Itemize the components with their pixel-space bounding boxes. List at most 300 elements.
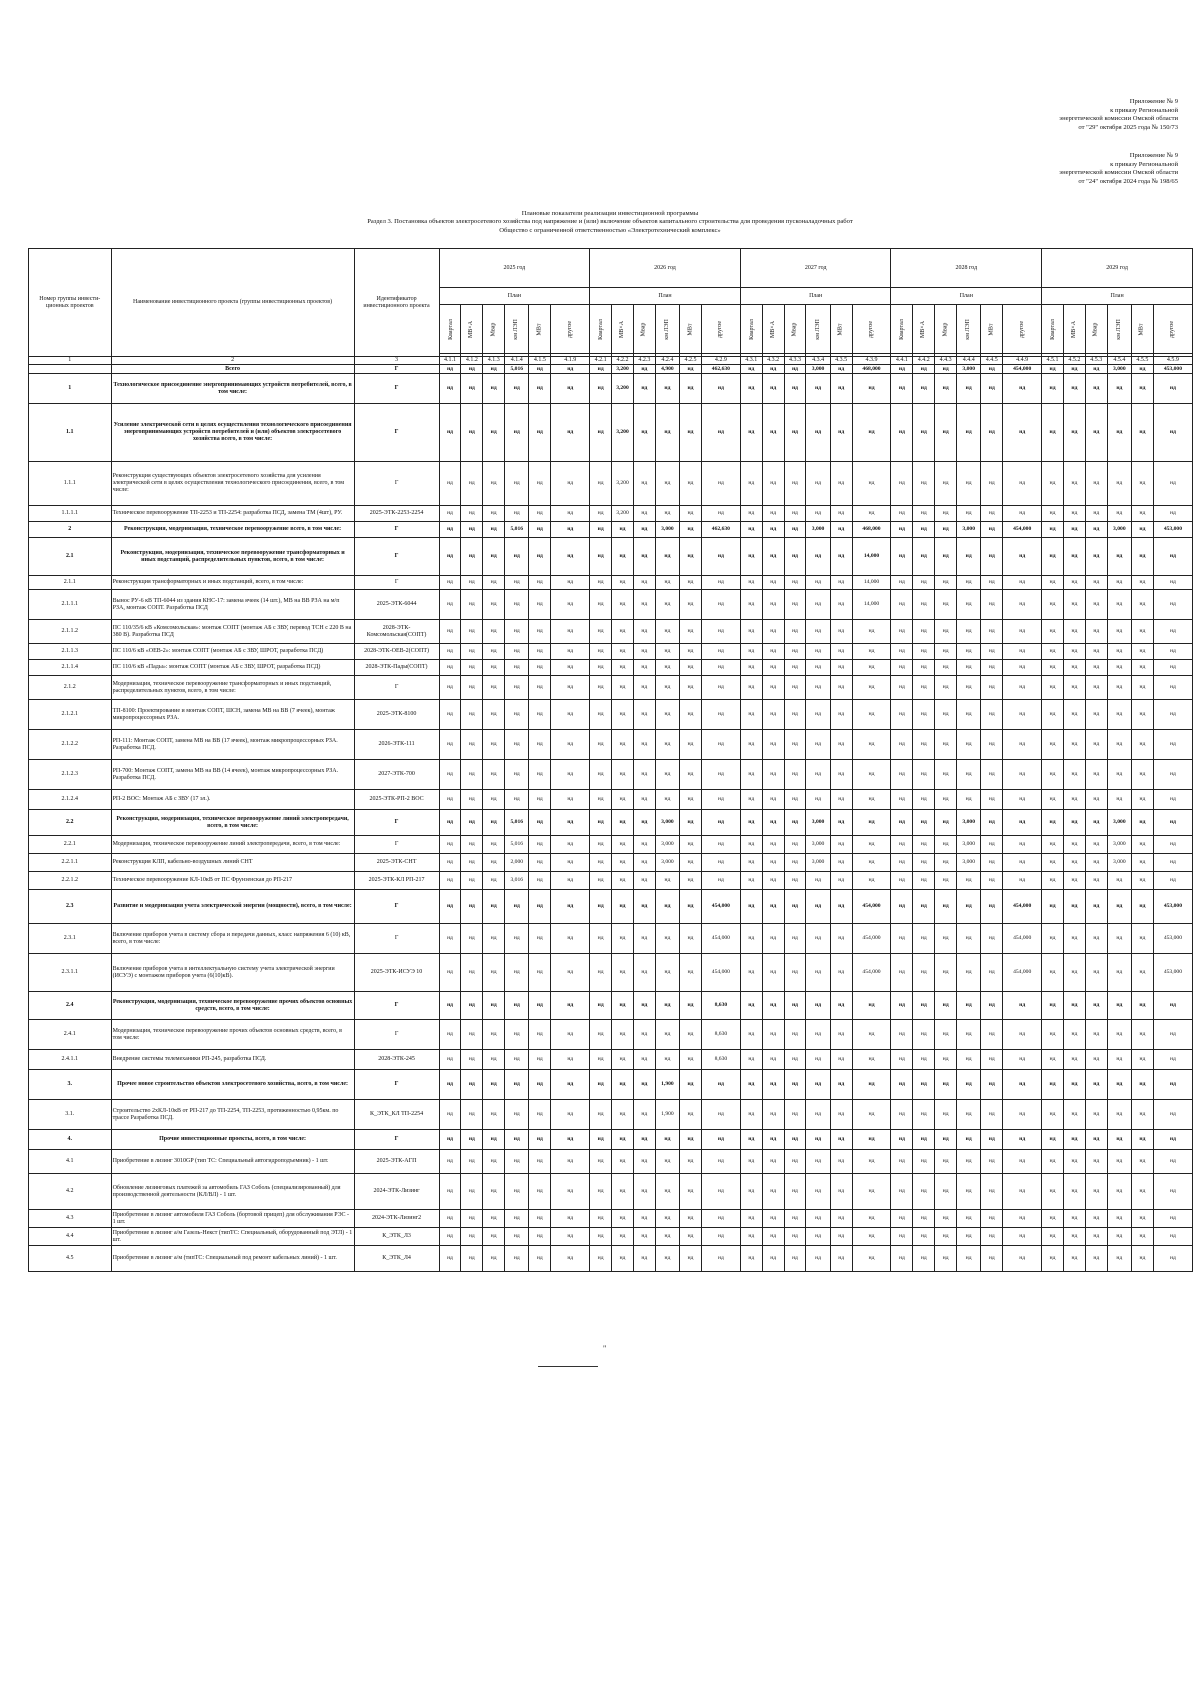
row-value: нд <box>740 620 762 644</box>
row-value: нд <box>680 1174 702 1210</box>
row-value: нд <box>529 620 551 644</box>
row-value: нд <box>680 1130 702 1150</box>
row-project-id: 2025-ЭТК-СНТ <box>354 854 439 872</box>
row-value: нд <box>439 462 461 506</box>
row-value: нд <box>483 1020 505 1050</box>
investment-plan-table-wrap <box>28 248 1193 1272</box>
row-value: нд <box>762 365 784 374</box>
header-unit <box>762 305 784 354</box>
row-value: нд <box>891 992 913 1020</box>
row-project-id: 2028-ЭТК-Комсомольская(СОПТ) <box>354 620 439 644</box>
row-value: нд <box>1131 590 1153 620</box>
row-value: нд <box>1042 506 1064 522</box>
header-unit <box>461 305 483 354</box>
row-value: нд <box>655 1246 679 1272</box>
table-row <box>29 1050 1193 1070</box>
row-value: нд <box>461 506 483 522</box>
row-value: нд <box>957 538 981 576</box>
row-project-id: К_ЭТК_КЛ ТП-2254 <box>354 1100 439 1130</box>
row-value: нд <box>981 854 1003 872</box>
row-value: нд <box>830 1070 852 1100</box>
row-value: нд <box>1107 992 1131 1020</box>
row-value: нд <box>740 676 762 700</box>
row-value: нд <box>1042 404 1064 462</box>
header-unit <box>612 305 634 354</box>
row-value: нд <box>784 1070 806 1100</box>
row-value: нд <box>680 1150 702 1174</box>
header-unit <box>957 305 981 354</box>
header-code: 4.5.1 <box>1042 357 1064 365</box>
row-project-name: Реконструкция, модернизация, техническое перевооружение прочих объектов основных средств, всего, в том числе: <box>111 992 354 1020</box>
table-row <box>29 522 1193 538</box>
row-value: нд <box>913 730 935 760</box>
row-value: нд <box>439 1050 461 1070</box>
row-value: нд <box>529 374 551 404</box>
row-value: нд <box>483 872 505 890</box>
row-value: нд <box>1003 1020 1042 1050</box>
header-unit <box>740 305 762 354</box>
row-value: нд <box>505 700 529 730</box>
row-value: нд <box>740 644 762 660</box>
row-value: нд <box>633 700 655 730</box>
row-project-id: К_ЭТК_Л4 <box>354 1246 439 1272</box>
row-value: нд <box>439 730 461 760</box>
header-plan: План <box>891 288 1042 305</box>
row-value: нд <box>1063 1020 1085 1050</box>
row-value: нд <box>830 1020 852 1050</box>
row-value: нд <box>913 1020 935 1050</box>
row-value: нд <box>655 644 679 660</box>
row-value: нд <box>981 1150 1003 1174</box>
row-value: нд <box>612 1070 634 1100</box>
row-value: нд <box>612 522 634 538</box>
headline-section: Раздел 3. Постановка объектов электросетевого хозяйства под напряжение и (или) включение объектов капитального строительства для проведения пусконаладочных работ <box>367 218 853 226</box>
header-project-name: Наименование инвестиционного проекта (группы инвестиционных проектов) <box>111 249 354 357</box>
row-project-name: Технологическое присоединение энергопринимающих устройств потребителей, всего, в том числе: <box>111 374 354 404</box>
row-value: нд <box>1107 660 1131 676</box>
row-value: нд <box>784 676 806 700</box>
row-value: нд <box>655 1150 679 1174</box>
row-value: нд <box>806 924 830 954</box>
row-project-name: Прочие инвестиционные проекты, всего, в том числе: <box>111 1130 354 1150</box>
row-value: нд <box>891 1210 913 1228</box>
row-value: нд <box>935 1130 957 1150</box>
row-project-id: Г <box>354 365 439 374</box>
row-value: нд <box>1003 506 1042 522</box>
row-value: нд <box>439 374 461 404</box>
row-value: нд <box>830 538 852 576</box>
row-value: нд <box>1131 1020 1153 1050</box>
row-value: нд <box>981 1020 1003 1050</box>
row-number: 1.1.1 <box>29 462 112 506</box>
header-code: 4.2.3 <box>633 357 655 365</box>
row-value: нд <box>551 854 590 872</box>
row-value: нд <box>612 760 634 790</box>
row-value: нд <box>1003 730 1042 760</box>
table-row <box>29 374 1193 404</box>
row-value: нд <box>1063 660 1085 676</box>
row-value: нд <box>701 1246 740 1272</box>
row-value: нд <box>740 538 762 576</box>
row-value: нд <box>935 644 957 660</box>
row-value: нд <box>957 1100 981 1130</box>
row-value: нд <box>981 810 1003 836</box>
row-value: нд <box>680 365 702 374</box>
row-number: 2.4.1 <box>29 1020 112 1050</box>
header-group-number: Номер группы инвести-ционных проектов <box>29 249 112 357</box>
row-value: нд <box>461 1130 483 1150</box>
row-value: нд <box>1153 700 1192 730</box>
row-value: нд <box>590 954 612 992</box>
row-value: нд <box>701 700 740 730</box>
row-value: нд <box>830 1228 852 1246</box>
row-value: нд <box>655 1228 679 1246</box>
row-value: 468,000 <box>852 522 891 538</box>
row-value: нд <box>612 1228 634 1246</box>
row-value: нд <box>913 590 935 620</box>
header-unit-label: км ЛЭП <box>814 318 821 340</box>
row-value: нд <box>612 620 634 644</box>
row-value: нд <box>612 992 634 1020</box>
row-value: 3,200 <box>612 462 634 506</box>
row-value: нд <box>830 890 852 924</box>
row-value: нд <box>852 810 891 836</box>
row-project-name: Модернизация, техническое перевооружение прочих объектов основных средств, всего, в том числе: <box>111 1020 354 1050</box>
row-number: 2.2 <box>29 810 112 836</box>
row-value: нд <box>1131 1174 1153 1210</box>
row-value: нд <box>680 854 702 872</box>
row-value: нд <box>762 644 784 660</box>
row-value: 3,000 <box>806 854 830 872</box>
row-value: нд <box>935 374 957 404</box>
row-project-id: Г <box>354 576 439 590</box>
row-value: нд <box>806 404 830 462</box>
row-number: 2.1.2.1 <box>29 700 112 730</box>
row-value: 3,200 <box>612 374 634 404</box>
header-unit <box>590 305 612 354</box>
row-value: нд <box>740 810 762 836</box>
table-row <box>29 538 1193 576</box>
row-value: нд <box>439 1130 461 1150</box>
row-value: нд <box>590 1150 612 1174</box>
row-value: 453,000 <box>1153 954 1192 992</box>
row-value: нд <box>913 1130 935 1150</box>
row-value: нд <box>830 1130 852 1150</box>
row-value: нд <box>529 700 551 730</box>
row-value: нд <box>740 760 762 790</box>
row-value: нд <box>1131 644 1153 660</box>
row-value: нд <box>762 1210 784 1228</box>
row-value: нд <box>957 924 981 954</box>
header-unit <box>1063 305 1085 354</box>
row-value: нд <box>633 954 655 992</box>
row-value: нд <box>1003 700 1042 730</box>
table-row <box>29 954 1193 992</box>
row-value: нд <box>935 810 957 836</box>
row-value: нд <box>1003 1050 1042 1070</box>
row-value: нд <box>1003 1228 1042 1246</box>
row-value: нд <box>551 760 590 790</box>
row-value: нд <box>1085 1100 1107 1130</box>
header-unit-label: Мвар <box>942 322 949 336</box>
annex-line: Приложение № 9 <box>1129 152 1178 159</box>
row-value: нд <box>590 810 612 836</box>
row-value: нд <box>701 872 740 890</box>
row-value: нд <box>590 590 612 620</box>
row-value: 1,900 <box>655 1070 679 1100</box>
table-row <box>29 1150 1193 1174</box>
row-value: нд <box>680 810 702 836</box>
row-value: нд <box>680 1100 702 1130</box>
row-value: нд <box>1153 1020 1192 1050</box>
row-project-name: Развитие и модернизация учета электрической энергии (мощности), всего, в том числе: <box>111 890 354 924</box>
row-value: нд <box>981 1246 1003 1272</box>
row-value: нд <box>505 1070 529 1100</box>
row-value: нд <box>762 730 784 760</box>
row-project-name: Приобретение в лизинг а/м Газель-Некст (типТС: Специальный, оборудованный под ЭТЛ) - 1 шт. <box>111 1228 354 1246</box>
row-project-id: 2024-ЭТК-Лизинг2 <box>354 1210 439 1228</box>
row-value: нд <box>529 1100 551 1130</box>
header-code: 4.1.3 <box>483 357 505 365</box>
row-value: нд <box>957 954 981 992</box>
row-value: нд <box>935 404 957 462</box>
row-value: нд <box>806 1210 830 1228</box>
header-code: 4.2.5 <box>680 357 702 365</box>
row-value: нд <box>655 374 679 404</box>
row-value: нд <box>806 890 830 924</box>
row-value: нд <box>461 836 483 854</box>
row-value: нд <box>1085 872 1107 890</box>
row-value: нд <box>655 730 679 760</box>
row-value: нд <box>1063 506 1085 522</box>
row-value: нд <box>439 1228 461 1246</box>
row-value: нд <box>680 836 702 854</box>
row-value: 5,016 <box>505 810 529 836</box>
header-code: 4.4.5 <box>981 357 1003 365</box>
row-value: нд <box>913 676 935 700</box>
header-unit <box>529 305 551 354</box>
row-value: нд <box>762 1050 784 1070</box>
row-value: 3,000 <box>1107 365 1131 374</box>
row-value: нд <box>483 1228 505 1246</box>
row-value: нд <box>439 1070 461 1100</box>
row-value: нд <box>612 676 634 700</box>
row-value: нд <box>957 676 981 700</box>
row-value: нд <box>439 538 461 576</box>
row-value: нд <box>551 954 590 992</box>
row-value: нд <box>740 790 762 810</box>
row-value: нд <box>806 462 830 506</box>
row-value: нд <box>612 836 634 854</box>
row-value: нд <box>505 1100 529 1130</box>
row-value: нд <box>1131 1246 1153 1272</box>
row-project-name: Включение приборов учета в систему сбора и передачи данных, класс напряжения 6 (10) кВ, всего, в том числе: <box>111 924 354 954</box>
row-value: нд <box>505 1210 529 1228</box>
row-value: 3,000 <box>1107 836 1131 854</box>
row-value: нд <box>1131 1130 1153 1150</box>
row-value: нд <box>680 620 702 644</box>
row-value: нд <box>529 462 551 506</box>
row-value: нд <box>483 404 505 462</box>
row-project-name: Реконструкция, модернизация, техническое перевооружение линий электропередачи, всего, в том числе: <box>111 810 354 836</box>
row-value: нд <box>483 854 505 872</box>
row-value: нд <box>590 644 612 660</box>
row-value: нд <box>852 992 891 1020</box>
row-value: нд <box>439 1020 461 1050</box>
row-value: нд <box>483 676 505 700</box>
row-value: 453,000 <box>1153 522 1192 538</box>
row-number: 2.2.1.1 <box>29 854 112 872</box>
row-value: нд <box>590 1246 612 1272</box>
row-value: нд <box>957 730 981 760</box>
header-unit-label: км ЛЭП <box>965 318 972 340</box>
row-value: нд <box>913 890 935 924</box>
row-value: нд <box>1107 576 1131 590</box>
row-value: нд <box>655 790 679 810</box>
row-value: нд <box>461 1228 483 1246</box>
row-value: нд <box>529 506 551 522</box>
header-unit <box>891 305 913 354</box>
row-value: нд <box>529 1228 551 1246</box>
row-value: нд <box>505 890 529 924</box>
row-value: нд <box>957 760 981 790</box>
row-value: нд <box>1063 620 1085 644</box>
row-value: нд <box>935 1020 957 1050</box>
row-value: нд <box>981 676 1003 700</box>
row-project-name: Обновление лизинговых платежей за автомобиль ГАЗ Соболь (специализированный) для производственной деятельности (КЛ/ВЛ) - 1 шт. <box>111 1174 354 1210</box>
row-number: 2.3.1.1 <box>29 954 112 992</box>
row-number: 2.1.1 <box>29 576 112 590</box>
row-value: нд <box>1085 365 1107 374</box>
row-value: нд <box>981 538 1003 576</box>
row-value: нд <box>806 676 830 700</box>
row-number: 2.1.1.2 <box>29 620 112 644</box>
row-value: нд <box>981 760 1003 790</box>
row-value: нд <box>1085 1020 1107 1050</box>
row-value: нд <box>1003 462 1042 506</box>
row-value: нд <box>1153 644 1192 660</box>
row-value: нд <box>1042 854 1064 872</box>
row-value: нд <box>633 538 655 576</box>
row-project-id: 2028-ЭТК-Пады(СОПТ) <box>354 660 439 676</box>
row-value: нд <box>505 1174 529 1210</box>
row-project-name: РП-111: Монтаж СОПТ, замена МВ на ВВ (17 ячеек), монтаж микропроцессорных РЗА. Разработка ПСД. <box>111 730 354 760</box>
row-value: нд <box>633 890 655 924</box>
row-value: нд <box>505 404 529 462</box>
row-value: нд <box>935 676 957 700</box>
row-value: нд <box>590 1070 612 1100</box>
row-value: нд <box>935 462 957 506</box>
headline-title: Плановые показатели реализации инвестиционной программы <box>521 210 699 217</box>
row-value: нд <box>1153 576 1192 590</box>
row-value: нд <box>740 660 762 676</box>
row-value: нд <box>806 620 830 644</box>
row-value: нд <box>830 462 852 506</box>
row-value: нд <box>913 576 935 590</box>
row-value: нд <box>1131 365 1153 374</box>
row-value: нд <box>680 1228 702 1246</box>
row-value: нд <box>529 872 551 890</box>
row-value: нд <box>505 590 529 620</box>
row-value: нд <box>935 790 957 810</box>
row-value: нд <box>1085 836 1107 854</box>
row-value: 1,900 <box>655 1100 679 1130</box>
row-value: нд <box>1042 790 1064 810</box>
row-value: нд <box>701 810 740 836</box>
row-value: нд <box>740 590 762 620</box>
row-value: нд <box>762 538 784 576</box>
row-value: нд <box>529 836 551 854</box>
row-value: нд <box>913 836 935 854</box>
row-value: нд <box>655 954 679 992</box>
row-number: 2.3.1 <box>29 924 112 954</box>
row-value: нд <box>981 872 1003 890</box>
row-value: нд <box>655 872 679 890</box>
row-value: нд <box>1085 522 1107 538</box>
row-value: нд <box>483 1070 505 1100</box>
row-value: нд <box>852 1100 891 1130</box>
row-value: нд <box>1063 522 1085 538</box>
header-row-index <box>29 357 1193 365</box>
table-row <box>29 1020 1193 1050</box>
table-row <box>29 836 1193 854</box>
row-value: нд <box>551 676 590 700</box>
row-value: нд <box>1131 760 1153 790</box>
table-row <box>29 872 1193 890</box>
row-value: нд <box>1003 810 1042 836</box>
row-value: нд <box>830 506 852 522</box>
table-row <box>29 790 1193 810</box>
row-value: нд <box>1085 676 1107 700</box>
row-value: нд <box>680 644 702 660</box>
row-value: нд <box>612 1100 634 1130</box>
row-value: нд <box>806 1228 830 1246</box>
row-value: нд <box>701 1210 740 1228</box>
row-value: нд <box>1042 538 1064 576</box>
header-unit <box>1131 305 1153 354</box>
row-value: нд <box>590 924 612 954</box>
row-project-name: Реконструкция КЛП, кабельно-воздушных линий СНТ <box>111 854 354 872</box>
row-value: нд <box>981 365 1003 374</box>
row-value: нд <box>806 992 830 1020</box>
row-value: 5,016 <box>505 836 529 854</box>
row-value: нд <box>935 660 957 676</box>
row-value: нд <box>655 890 679 924</box>
header-index: 1 <box>29 357 112 365</box>
row-value: 3,000 <box>806 522 830 538</box>
row-value: нд <box>762 1150 784 1174</box>
row-value: нд <box>1042 992 1064 1020</box>
row-value: нд <box>891 676 913 700</box>
row-value: нд <box>655 1174 679 1210</box>
table-row <box>29 890 1193 924</box>
row-value: нд <box>891 924 913 954</box>
row-value: нд <box>1063 1070 1085 1100</box>
investment-plan-table <box>28 248 1193 1272</box>
row-value: нд <box>505 1228 529 1246</box>
row-value: нд <box>957 644 981 660</box>
row-value: нд <box>439 676 461 700</box>
row-value: нд <box>612 700 634 730</box>
row-value: нд <box>762 462 784 506</box>
row-value: нд <box>529 1050 551 1070</box>
row-value: нд <box>483 506 505 522</box>
row-value: нд <box>439 1174 461 1210</box>
table-row <box>29 1070 1193 1100</box>
row-value: нд <box>1042 890 1064 924</box>
row-value: нд <box>483 924 505 954</box>
row-value: нд <box>529 538 551 576</box>
